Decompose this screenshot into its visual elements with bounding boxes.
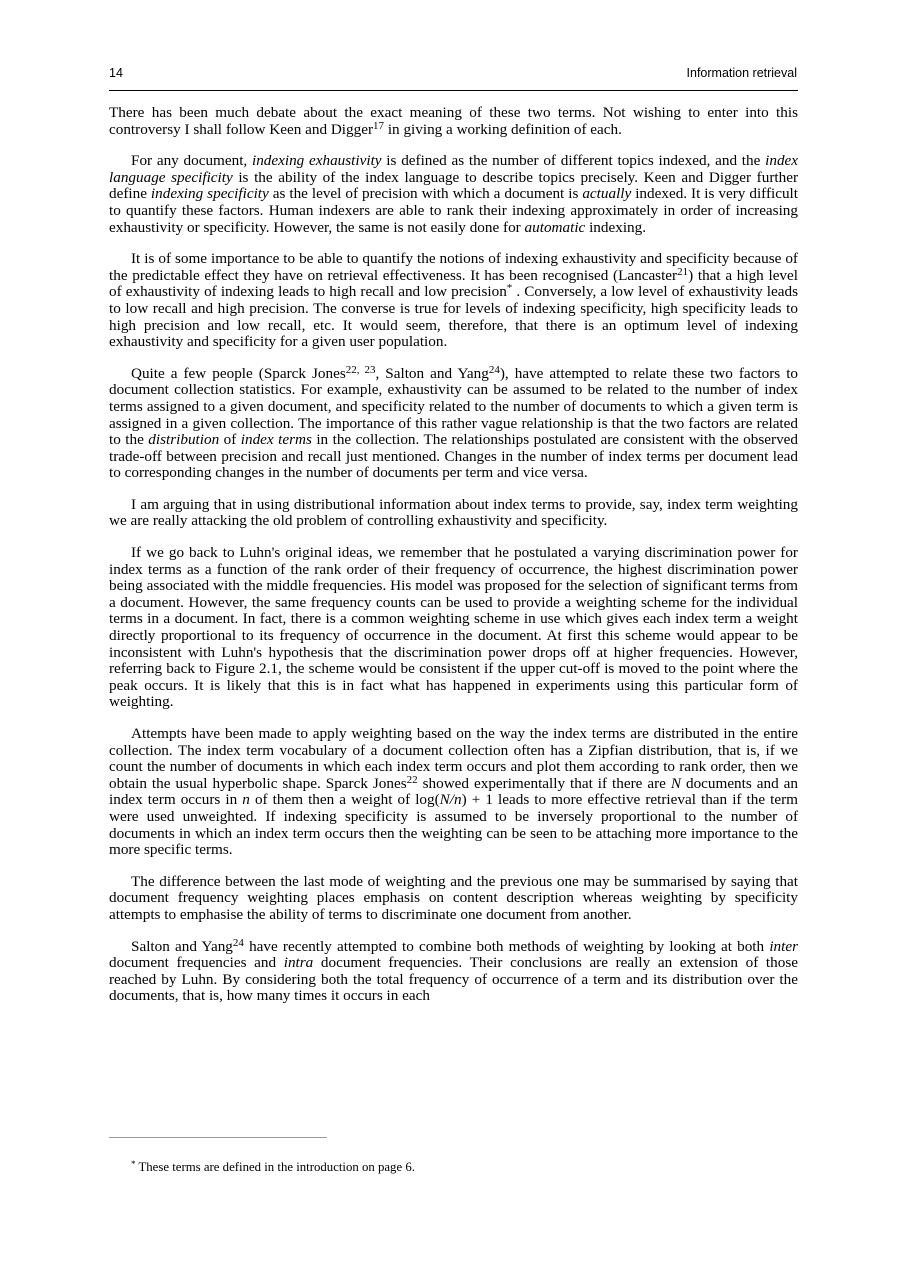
text-run: There has been much debate about the exact meaning of these two terms. Not wishing to enter into this controversy I shall follow Keen and Digger [109,104,798,138]
text-run: indexing. [585,218,647,236]
page-header [109,66,797,86]
text-run: For any document, [131,152,252,170]
italic-text: indexing specificity [150,185,269,203]
text-run: Salton and Yang [131,937,233,955]
reference-superscript: 17 [373,119,385,132]
italic-text: automatic [524,218,586,236]
text-run: document frequencies. Their conclusions are really an extension of those reached by Luhn. By considering both the total frequency of occurrence of a term and its distribution over the documents, that is, how many times it occurs in each [109,954,798,1005]
text-run: Quite a few people (Sparck Jones [131,364,346,382]
italic-text: index terms [240,431,312,449]
reference-superscript: 21 [677,265,689,278]
reference-superscript: 22 [406,773,418,786]
paragraph [109,251,798,351]
paragraph [109,153,798,236]
text-run: ), have attempted to relate these two factors to document collection statistics. For example, exhaustivity can be assumed to be related to the number of index terms assigned to a given document, and specificity related to the number of documents to which a given term is assigned in a given collection. The importance of this rather vague relationship is that the two factors are related to the [109,364,799,449]
running-title: Information retrieval [686,66,797,80]
text-run: in the collection. The relationships postulated are consistent with the observed trade-off between precision and recall just mentioned. Changes in the number of index terms per document lead to corresponding changes in the number of documents per term and vice versa. [109,431,799,482]
text-run: of them then a weight of log( [249,791,440,809]
italic-text: N [670,774,682,792]
text-run: I am arguing that in using distributional information about index terms to provide, say, index term weighting we are really attacking the old problem of controlling exhaustivity and specificity. [109,495,798,530]
reference-superscript: 24 [488,363,500,376]
text-run: ) that a high level of exhaustivity of indexing leads to high recall and low precision [109,266,798,301]
text-run: in giving a working definition of each. [384,120,622,138]
paragraph [109,363,799,482]
footnote [131,1160,731,1175]
italic-text: index language specificity [109,152,799,186]
paragraph [109,545,798,711]
footnote-rule [109,1137,327,1138]
reference-superscript: 24 [232,936,244,949]
italic-text: distribution [148,431,220,449]
italic-text: intra [283,954,314,972]
footnote-marker: * [131,1159,136,1169]
reference-superscript: 22, 23 [345,363,376,376]
italic-text: n [242,791,250,809]
footnote-text: These terms are defined in the introduction on page 6. [135,1160,415,1174]
text-run: Attempts have been made to apply weighting based on the way the index terms are distributed in the entire collection. The index term vocabulary of a document collection often has a Zipfian distribution, that is, if we count the number of documents in which each index term occurs and plot them according to rank order, then we obtain the usual hyperbolic shape. Sparck Jones [109,725,798,792]
page-number: 14 [109,66,123,80]
paragraph [109,497,798,530]
text-run: as the level of precision with which a document is [268,185,583,203]
text-run: is the ability of the index language to describe topics precisely. Keen and Digger further define [109,168,798,203]
paragraph [109,726,798,859]
header-rule [109,90,798,91]
text-run: is defined as the number of different topics indexed, and the [381,152,766,170]
body-text [109,105,798,1020]
text-run: It is of some importance to be able to quantify the notions of indexing exhaustivity and specificity because of the predictable effect they have on retrieval effectiveness. It has been recognised (Lancaster [109,250,798,284]
text-run: indexed. It is very difficult to quantify these factors. Human indexers are able to rank their indexing approximately in order of increasing exhaustivity or specificity. However, the same is not easily done for [109,185,798,236]
text-run: If we go back to Luhn's original ideas, we remember that he postulated a varying discrimination power for index terms as a function of the rank order of their frequency of occurrence, the highest discrimination power being associated with the middle frequencies. His model was proposed for the selection of significant terms from a document. However, the same frequency counts can be used to provide a weighting scheme for the individual terms in a document. In fact, there is a common weighting scheme in use which gives each index term a weight directly proportional to its frequency of occurrence in the document. At first this scheme would appear to be inconsistent with Luhn's hypothesis that the discrimination power drops off at higher frequencies. However, referring back to Figure 2.1, the scheme would be consistent if the upper cut-off is moved to the point where the peak occurs. It is likely that this is in fact what has happened in experiments using this particular form of weighting. [109,544,798,711]
paragraph [109,936,798,1005]
paragraph [109,105,798,138]
reference-superscript: * [506,282,513,295]
text-run: ) + 1 leads to more effective retrieval than if the term were used unweighted. If indexing specificity is assumed to be inversely proportional to the number of documents in which an index term occurs then the weighting can be seen to be attaching more importance to the more specific terms. [109,791,798,859]
text-run: document frequencies and [109,954,284,972]
text-run: showed experimentally that if there are [417,774,671,792]
text-run: , Salton and Yang [375,364,489,382]
italic-text: actually [582,185,632,203]
text-run: have recently attempted to combine both methods of weighting by looking at both [243,937,770,955]
text-run: of [219,431,241,449]
italic-text: N/n [439,791,462,809]
text-run: documents and an index term occurs in [109,774,798,809]
italic-text: indexing exhaustivity [251,152,382,170]
text-run: . Conversely, a low level of exhaustivity leads to low recall and high precision. The converse is true for levels of indexing specificity, high specificity leads to high precision and low recall, etc. It would seem, therefore, that there is an optimum level of indexing exhaustivity and specificity for a given user population. [109,283,798,351]
paragraph [109,874,798,924]
italic-text: inter [769,937,798,955]
text-run: The difference between the last mode of weighting and the previous one may be summarised by saying that document frequency weighting places emphasis on content description whereas weighting by specificity attempts to emphasise the ability of terms to discriminate one document from another. [109,872,798,923]
